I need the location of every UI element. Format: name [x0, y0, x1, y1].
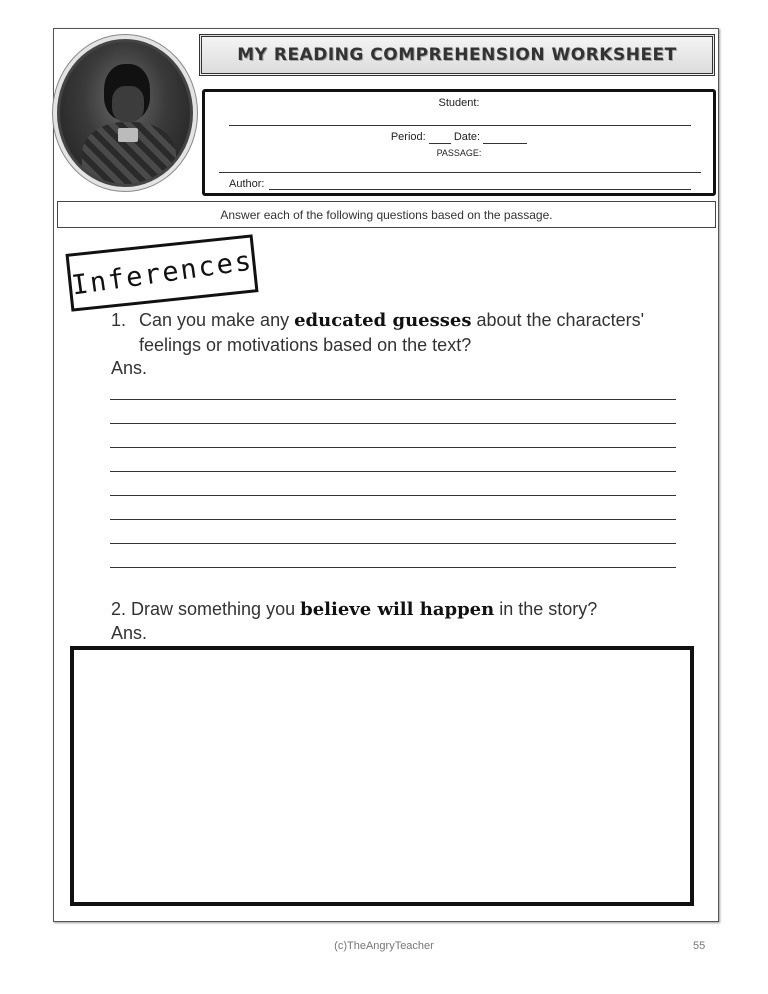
footer-credit: (c)TheAngryTeacher	[334, 940, 434, 952]
answer-line[interactable]	[110, 567, 676, 568]
period-label: Period:	[390, 131, 426, 143]
question-1-bold: educated guesses	[294, 310, 472, 331]
photo-face	[112, 86, 144, 122]
question-1-line-1	[139, 308, 644, 333]
passage-underline[interactable]	[219, 172, 701, 173]
drawing-area[interactable]	[70, 646, 694, 906]
question-2	[111, 597, 597, 622]
page-number: 55	[693, 940, 706, 952]
question-1-before: Can you make any	[139, 310, 290, 330]
section-title: Inferences	[69, 244, 255, 302]
question-1-after: about the characters'	[476, 310, 645, 330]
answer-line[interactable]	[110, 543, 676, 544]
worksheet-title: MY READING COMPREHENSION WORKSHEET	[237, 45, 677, 65]
student-field[interactable]	[205, 97, 713, 109]
question-2-after: in the story?	[499, 599, 598, 619]
answer-line[interactable]	[110, 471, 676, 472]
student-underline[interactable]	[229, 125, 691, 126]
author-label: Author:	[229, 178, 265, 190]
question-2-ans-label: Ans.	[111, 623, 148, 643]
question-2-bold: believe will happen	[300, 599, 495, 620]
student-photo	[57, 39, 193, 187]
question-1-number: 1.	[111, 310, 127, 330]
author-underline[interactable]	[269, 189, 691, 190]
worksheet-title-banner	[199, 34, 715, 76]
student-label: Student:	[438, 97, 480, 109]
instructions-box	[57, 201, 716, 228]
question-1-ans-label: Ans.	[111, 358, 148, 378]
passage-label: PASSAGE:	[436, 148, 482, 158]
question-2-before: 2. Draw something you	[111, 599, 296, 619]
period-field[interactable]	[429, 131, 451, 144]
student-info-box	[202, 89, 716, 196]
instructions-text: Answer each of the following questions based on the passage.	[220, 207, 553, 222]
answer-line[interactable]	[110, 399, 676, 400]
passage-field	[205, 148, 713, 158]
answer-line[interactable]	[110, 519, 676, 520]
question-1-line-2: feelings or motivations based on the text?	[139, 335, 472, 355]
photo-phone	[118, 128, 138, 142]
date-field[interactable]	[483, 131, 527, 144]
period-date-row	[205, 131, 713, 144]
date-label: Date:	[453, 131, 481, 143]
answer-line[interactable]	[110, 423, 676, 424]
answer-line[interactable]	[110, 447, 676, 448]
answer-line[interactable]	[110, 495, 676, 496]
